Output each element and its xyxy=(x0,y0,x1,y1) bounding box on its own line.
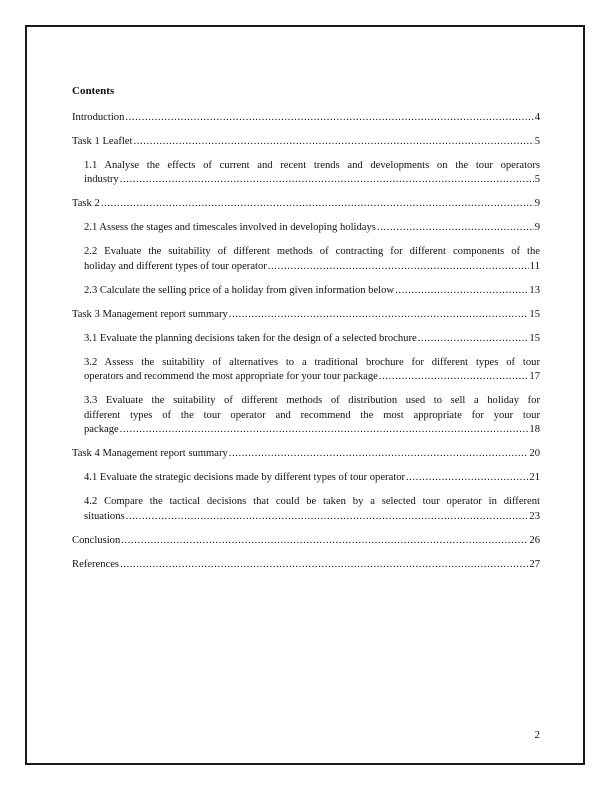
toc-page-number: 27 xyxy=(529,558,540,570)
toc-entry-text: holiday and different types of tour operator xyxy=(84,260,267,272)
toc-leader-dots xyxy=(125,111,533,126)
toc-page-number: 9 xyxy=(534,222,540,233)
toc-leader-dots xyxy=(406,471,528,486)
toc-leader-dots xyxy=(120,558,528,573)
toc-title: Contents xyxy=(72,85,115,97)
toc-leader-dots xyxy=(120,423,529,438)
toc-page-number: 5 xyxy=(534,135,540,147)
toc-entry-text: 3.1 Evaluate the planning decisions taken for the design of a selected brochure xyxy=(84,332,417,344)
toc-leader-dots xyxy=(418,332,529,347)
toc-page-number: 17 xyxy=(529,371,540,382)
toc-page-number: 23 xyxy=(529,510,540,522)
toc-leader-dots xyxy=(229,308,529,323)
page-number: 2 xyxy=(534,729,540,741)
toc-page-number: 26 xyxy=(529,534,540,546)
toc-entry-text: 4.1 Evaluate the strategic decisions made by different types of tour operator xyxy=(84,472,406,483)
toc-leader-dots xyxy=(120,173,534,188)
toc-page-number: 15 xyxy=(529,308,540,320)
toc-entry-text: 2.1 Assess the stages and timescales involved in developing holidays xyxy=(84,222,376,233)
toc-leader-dots xyxy=(101,197,534,212)
toc-entry-task-2[interactable] xyxy=(72,197,540,212)
toc-entry-text-lead: 2.2 Evaluate the suitability of different methods of contracting for different components of the xyxy=(84,246,540,257)
toc-entry-task-1[interactable] xyxy=(72,135,540,150)
toc-entry-text: References xyxy=(72,558,120,570)
toc-leader-dots xyxy=(268,260,529,275)
toc-page-number: 5 xyxy=(534,174,540,185)
table-of-contents xyxy=(72,84,540,582)
toc-entry-4-1[interactable] xyxy=(84,471,540,486)
toc-entry-2-3[interactable] xyxy=(84,284,540,299)
toc-entry-conclusion[interactable] xyxy=(72,534,540,549)
toc-entry-2-1[interactable] xyxy=(84,221,540,236)
toc-entry-text: Introduction xyxy=(72,111,125,123)
toc-entry-text: Task 2 xyxy=(72,198,100,209)
toc-page-number: 13 xyxy=(529,284,540,296)
toc-page-number: 9 xyxy=(534,198,540,209)
toc-entry-text-lead: 1.1 Analyse the effects of current and recent trends and developments on the tour operators xyxy=(84,159,540,171)
toc-entry-text: operators and recommend the most appropriate for your tour package xyxy=(84,371,378,382)
toc-entry-text: industry xyxy=(84,174,119,185)
toc-leader-dots xyxy=(121,534,528,549)
toc-entry-3-1[interactable] xyxy=(84,332,540,347)
toc-entry-text-lead-2: different types of the tour operator and recommend the most appropriate for your tour xyxy=(84,409,540,421)
toc-entry-text-lead: 4.2 Compare the tactical decisions that could be taken by a selected tour operator in different xyxy=(84,496,540,507)
toc-page-number: 11 xyxy=(529,260,540,272)
toc-entry-text: 2.3 Calculate the selling price of a holiday from given information below xyxy=(84,284,395,296)
toc-entry-3-3[interactable] xyxy=(84,394,540,438)
toc-entry-task-4[interactable] xyxy=(72,447,540,462)
toc-entry-text: situations xyxy=(84,510,125,522)
toc-entry-text: Task 1 Leaflet xyxy=(72,135,133,147)
toc-page-number: 20 xyxy=(529,448,540,459)
toc-entry-text-lead: 3.3 Evaluate the suitability of different methods of distribution used to sell a holiday for xyxy=(84,395,540,406)
toc-page-number: 4 xyxy=(534,111,540,123)
toc-page-number: 18 xyxy=(529,424,540,435)
toc-entry-references[interactable] xyxy=(72,558,540,573)
toc-leader-dots xyxy=(229,447,529,462)
toc-leader-dots xyxy=(377,221,534,236)
toc-entry-text: Task 3 Management report summary xyxy=(72,308,228,320)
toc-entry-4-2[interactable] xyxy=(84,495,540,524)
toc-entry-introduction[interactable] xyxy=(72,111,540,126)
toc-leader-dots xyxy=(379,370,529,385)
toc-leader-dots xyxy=(126,510,529,525)
toc-leader-dots xyxy=(395,284,528,299)
toc-leader-dots xyxy=(133,135,533,150)
toc-entry-3-2[interactable] xyxy=(84,356,540,385)
toc-entry-text: Task 4 Management report summary xyxy=(72,448,228,459)
toc-entry-text: package xyxy=(84,424,119,435)
toc-entry-task-3[interactable] xyxy=(72,308,540,323)
toc-page-number: 21 xyxy=(529,472,540,483)
toc-entry-2-2[interactable] xyxy=(84,245,540,274)
toc-entry-text-lead: 3.2 Assess the suitability of alternatives to a traditional brochure for different types of tour xyxy=(84,356,540,368)
toc-entry-text: Conclusion xyxy=(72,534,121,546)
toc-page-number: 15 xyxy=(529,332,540,344)
toc-entry-1-1[interactable] xyxy=(84,159,540,188)
